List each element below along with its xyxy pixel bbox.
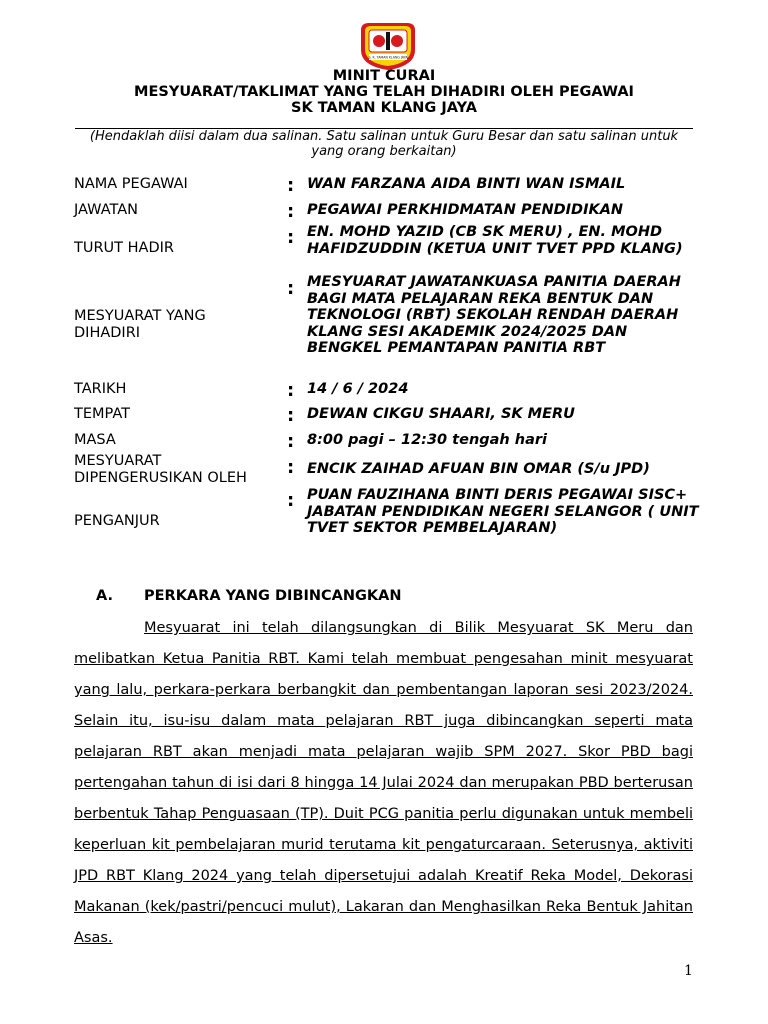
page-number: 1 [684, 963, 693, 979]
field-colon: : [287, 278, 295, 299]
school-name: SK TAMAN KLANG JAYA [291, 100, 477, 116]
school-logo [355, 20, 421, 72]
field-value-masa: 8:00 pagi – 12:30 tengah hari [307, 432, 548, 448]
section-letter: A. [96, 588, 113, 604]
section-title: PERKARA YANG DIBINCANGKAN [144, 588, 402, 604]
field-value-penganjur: PUAN FAUZIHANA BINTI DERIS PEGAWAI SISC+ JABATAN PENDIDIKAN NEGERI SELANGOR ( UNIT TVET SEKTOR PEMBELAJARAN) [307, 487, 699, 536]
field-colon: : [287, 490, 295, 511]
field-colon: : [287, 457, 295, 478]
field-label-pengerusi: MESYUARAT DIPENGERUSIKAN OLEH [74, 453, 247, 486]
field-value-nama: WAN FARZANA AIDA BINTI WAN ISMAIL [307, 176, 626, 192]
instruction-note: (Hendaklah diisi dalam dua salinan. Satu salinan untuk Guru Besar dan satu salinan untuk yang orang berkaitan) [89, 129, 679, 159]
field-colon: : [287, 431, 295, 452]
field-label-masa: MASA [74, 432, 116, 448]
document-header [0, 68, 768, 116]
field-label-jawatan: JAWATAN [74, 202, 138, 218]
field-value-pengerusi: ENCIK ZAIHAD AFUAN BIN OMAR (S/u JPD) [307, 461, 650, 477]
field-colon: : [287, 175, 295, 196]
document-subtitle: MESYUARAT/TAKLIMAT YANG TELAH DIHADIRI OLEH PEGAWAI [134, 84, 634, 100]
field-colon: : [287, 227, 295, 248]
field-value-tarikh: 14 / 6 / 2024 [307, 381, 409, 397]
field-label-turut-hadir: TURUT HADIR [74, 240, 174, 256]
field-label-nama: NAMA PEGAWAI [74, 176, 188, 192]
field-label-mesyuarat: MESYUARAT YANG DIHADIRI [74, 308, 206, 341]
field-label-penganjur: PENGANJUR [74, 513, 160, 529]
field-value-turut-hadir: EN. MOHD YAZID (CB SK MERU) , EN. MOHD HAFIDZUDDIN (KETUA UNIT TVET PPD KLANG) [307, 224, 683, 257]
field-value-tempat: DEWAN CIKGU SHAARI, SK MERU [307, 406, 575, 422]
field-colon: : [287, 405, 295, 426]
field-colon: : [287, 380, 295, 401]
field-value-jawatan: PEGAWAI PERKHIDMATAN PENDIDIKAN [307, 202, 624, 218]
field-label-tempat: TEMPAT [74, 406, 130, 422]
field-label-tarikh: TARIKH [74, 381, 127, 397]
document-title: MINIT CURAI [332, 68, 436, 84]
field-colon: : [287, 201, 295, 222]
section-paragraph: Mesyuarat ini telah dilangsungkan di Bilik Mesyuarat SK Meru dan melibatkan Ketua Panitia RBT. Kami telah membuat pengesahan minit mesyuarat yang lalu, perkara-perkara berbangkit dan pembentangan laporan sesi 2023/2024. Selain itu, isu-isu dalam mata pelajaran RBT juga dibincangkan seperti mata pelajaran RBT akan menjadi mata pelajaran wajib SPM 2027. Skor PBD bagi pertengahan tahun di isi dari 8 hingga 14 Julai 2024 dan merupakan PBD berterusan berbentuk Tahap Penguasaan (TP). Duit PCG panitia perlu digunakan untuk membeli keperluan kit pembelajaran murid terutama kit pengaturcaraan. Seterusnya, aktiviti JPD RBT Klang 2024 yang telah dipersetujui adalah Kreatif Reka Model, Dekorasi Makanan (kek/pastri/pencuci mulut), Lakaran dan Menghasilkan Reka Bentuk Jahitan Asas. [74, 620, 693, 946]
svg-text:S. K. TAMAN KLANG JAYA: S. K. TAMAN KLANG JAYA [368, 55, 408, 60]
field-value-mesyuarat: MESYUARAT JAWATANKUASA PANITIA DAERAH BAGI MATA PELAJARAN REKA BENTUK DAN TEKNOLOGI (RBT) SEKOLAH RENDAH DAERAH KLANG SESI AKADEMIK 2024/2025 DAN BENGKEL PEMANTAPAN PANITIA RBT [307, 274, 681, 356]
